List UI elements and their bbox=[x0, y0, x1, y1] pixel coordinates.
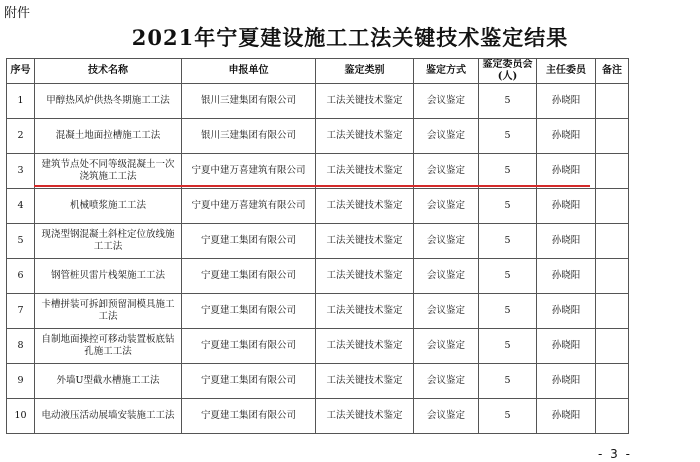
cell-chair: 孙晓阳 bbox=[537, 224, 596, 259]
page-number: - 3 - bbox=[598, 447, 632, 461]
table-row bbox=[7, 84, 629, 119]
cell-technology: 自制地面操控可移动装置板底钻孔施工工法 bbox=[35, 329, 182, 364]
cell-applicant: 银川三建集团有限公司 bbox=[182, 119, 316, 154]
cell-index: 4 bbox=[7, 189, 35, 224]
cell-method: 会议鉴定 bbox=[414, 224, 479, 259]
cell-committee: 5 bbox=[479, 84, 537, 119]
cell-applicant: 宁夏建工集团有限公司 bbox=[182, 224, 316, 259]
attachment-label: 附件 bbox=[4, 6, 31, 21]
cell-technology: 外墙U型截水槽施工工法 bbox=[35, 364, 182, 399]
cell-remarks bbox=[596, 84, 629, 119]
cell-chair: 孙晓阳 bbox=[537, 119, 596, 154]
cell-remarks bbox=[596, 399, 629, 434]
column-header-applicant: 申报单位 bbox=[182, 59, 316, 84]
cell-remarks bbox=[596, 259, 629, 294]
cell-chair: 孙晓阳 bbox=[537, 154, 596, 189]
cell-index: 3 bbox=[7, 154, 35, 189]
cell-category: 工法关键技术鉴定 bbox=[316, 154, 414, 189]
cell-chair: 孙晓阳 bbox=[537, 364, 596, 399]
cell-index: 2 bbox=[7, 119, 35, 154]
cell-applicant: 宁夏建工集团有限公司 bbox=[182, 294, 316, 329]
cell-applicant: 宁夏建工集团有限公司 bbox=[182, 364, 316, 399]
column-header-category: 鉴定类别 bbox=[316, 59, 414, 84]
cell-applicant: 宁夏中建万喜建筑有限公司 bbox=[182, 189, 316, 224]
cell-chair: 孙晓阳 bbox=[537, 84, 596, 119]
cell-method: 会议鉴定 bbox=[414, 364, 479, 399]
cell-technology: 甲醇热风炉供热冬期施工工法 bbox=[35, 84, 182, 119]
cell-method: 会议鉴定 bbox=[414, 154, 479, 189]
cell-applicant: 宁夏建工集团有限公司 bbox=[182, 329, 316, 364]
cell-applicant: 宁夏中建万喜建筑有限公司 bbox=[182, 154, 316, 189]
cell-remarks bbox=[596, 154, 629, 189]
cell-category: 工法关键技术鉴定 bbox=[316, 259, 414, 294]
cell-remarks bbox=[596, 364, 629, 399]
table-row bbox=[7, 224, 629, 259]
cell-index: 10 bbox=[7, 399, 35, 434]
cell-applicant: 银川三建集团有限公司 bbox=[182, 84, 316, 119]
cell-technology: 建筑节点处不同等级混凝土一次浇筑施工工法 bbox=[35, 154, 182, 189]
cell-chair: 孙晓阳 bbox=[537, 399, 596, 434]
cell-applicant: 宁夏建工集团有限公司 bbox=[182, 259, 316, 294]
cell-committee: 5 bbox=[479, 329, 537, 364]
cell-technology: 机械喷浆施工工法 bbox=[35, 189, 182, 224]
cell-category: 工法关键技术鉴定 bbox=[316, 224, 414, 259]
cell-chair: 孙晓阳 bbox=[537, 259, 596, 294]
cell-technology: 卡槽拼装可拆卸预留洞模具施工工法 bbox=[35, 294, 182, 329]
cell-category: 工法关键技术鉴定 bbox=[316, 294, 414, 329]
cell-method: 会议鉴定 bbox=[414, 399, 479, 434]
column-header-chair: 主任委员 bbox=[537, 59, 596, 84]
cell-committee: 5 bbox=[479, 119, 537, 154]
cell-category: 工法关键技术鉴定 bbox=[316, 364, 414, 399]
table-row bbox=[7, 154, 629, 189]
cell-chair: 孙晓阳 bbox=[537, 189, 596, 224]
cell-chair: 孙晓阳 bbox=[537, 329, 596, 364]
cell-index: 1 bbox=[7, 84, 35, 119]
cell-method: 会议鉴定 bbox=[414, 119, 479, 154]
cell-index: 7 bbox=[7, 294, 35, 329]
cell-category: 工法关键技术鉴定 bbox=[316, 329, 414, 364]
table-row bbox=[7, 189, 629, 224]
cell-category: 工法关键技术鉴定 bbox=[316, 399, 414, 434]
table-row bbox=[7, 329, 629, 364]
cell-remarks bbox=[596, 119, 629, 154]
red-underline-mark bbox=[34, 185, 590, 187]
cell-technology: 现浇型钢混凝土斜柱定位放线施工工法 bbox=[35, 224, 182, 259]
cell-committee: 5 bbox=[479, 189, 537, 224]
table-row bbox=[7, 259, 629, 294]
cell-committee: 5 bbox=[479, 154, 537, 189]
column-header-index: 序号 bbox=[7, 59, 35, 84]
cell-index: 9 bbox=[7, 364, 35, 399]
cell-index: 6 bbox=[7, 259, 35, 294]
cell-method: 会议鉴定 bbox=[414, 329, 479, 364]
page-title: 2021年宁夏建设施工工法关键技术鉴定结果 bbox=[131, 25, 569, 50]
table-header-row bbox=[7, 59, 629, 84]
cell-applicant: 宁夏建工集团有限公司 bbox=[182, 399, 316, 434]
cell-method: 会议鉴定 bbox=[414, 259, 479, 294]
cell-committee: 5 bbox=[479, 224, 537, 259]
cell-technology: 电动液压活动展墙安装施工工法 bbox=[35, 399, 182, 434]
cell-category: 工法关键技术鉴定 bbox=[316, 189, 414, 224]
column-header-remarks: 备注 bbox=[596, 59, 629, 84]
cell-remarks bbox=[596, 224, 629, 259]
cell-method: 会议鉴定 bbox=[414, 84, 479, 119]
cell-technology: 混凝土地面拉槽施工工法 bbox=[35, 119, 182, 154]
cell-index: 8 bbox=[7, 329, 35, 364]
cell-category: 工法关键技术鉴定 bbox=[316, 84, 414, 119]
table-row bbox=[7, 294, 629, 329]
cell-category: 工法关键技术鉴定 bbox=[316, 119, 414, 154]
cell-committee: 5 bbox=[479, 364, 537, 399]
results-table bbox=[6, 58, 629, 434]
cell-method: 会议鉴定 bbox=[414, 294, 479, 329]
cell-committee: 5 bbox=[479, 294, 537, 329]
cell-remarks bbox=[596, 189, 629, 224]
table-row bbox=[7, 399, 629, 434]
cell-committee: 5 bbox=[479, 399, 537, 434]
cell-remarks bbox=[596, 294, 629, 329]
cell-chair: 孙晓阳 bbox=[537, 294, 596, 329]
column-header-technology: 技术名称 bbox=[35, 59, 182, 84]
cell-technology: 钢管桩贝雷片栈架施工工法 bbox=[35, 259, 182, 294]
column-header-method: 鉴定方式 bbox=[414, 59, 479, 84]
cell-committee: 5 bbox=[479, 259, 537, 294]
table-row bbox=[7, 119, 629, 154]
column-header-committee: 鉴定委员会(人) bbox=[479, 59, 537, 84]
cell-remarks bbox=[596, 329, 629, 364]
table-row bbox=[7, 364, 629, 399]
cell-method: 会议鉴定 bbox=[414, 189, 479, 224]
cell-index: 5 bbox=[7, 224, 35, 259]
